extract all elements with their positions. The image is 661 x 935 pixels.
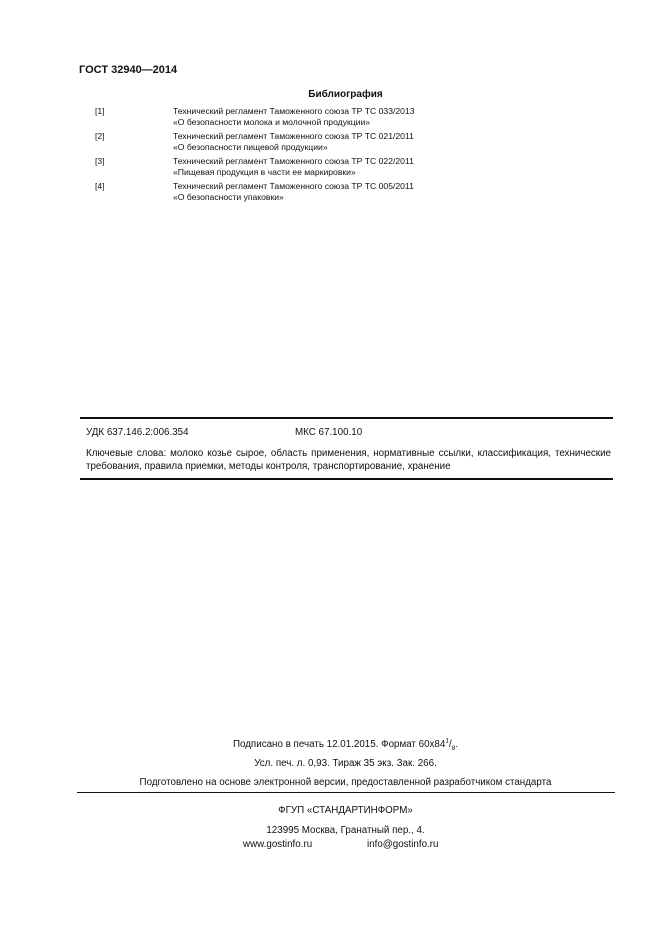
signed-to-print: [0, 739, 661, 750]
format-sup: 1: [445, 737, 449, 745]
bibliography-title: Библиография: [308, 89, 383, 100]
reference-number: [4]: [95, 181, 105, 191]
publisher-address: 123995 Москва, Гранатный пер., 4.: [266, 825, 425, 836]
reference-line: «Пищевая продукция в части ее маркировки»: [173, 167, 356, 177]
contacts: [243, 839, 439, 850]
reference-line: Технический регламент Таможенного союза ТР ТС 033/2013: [173, 106, 415, 116]
format-sep: /: [448, 739, 452, 750]
keywords: Ключевые слова: молоко козье сырое, область применения, нормативные ссылки, классификация, технические требования, правила приемки, методы контроля, транспортирование, хранение: [86, 448, 611, 472]
format-sub: 8: [451, 744, 456, 752]
reference-number: [2]: [95, 131, 105, 141]
reference-line: Технический регламент Таможенного союза ТР ТС 021/2011: [173, 131, 414, 141]
email-link[interactable]: info@gostinfo.ru: [367, 839, 439, 850]
format-end: .: [455, 739, 459, 750]
reference-line: «О безопасности упаковки»: [173, 192, 284, 202]
mks-code: МКС 67.100.10: [295, 427, 363, 438]
standard-code: ГОСТ 32940—2014: [79, 64, 178, 76]
publisher-name: ФГУП «СТАНДАРТИНФОРМ»: [278, 805, 413, 816]
website-link[interactable]: www.gostinfo.ru: [243, 839, 313, 850]
divider-bottom: [80, 478, 613, 480]
reference-line: «О безопасности молока и молочной продукции»: [173, 117, 371, 127]
imprint-divider: [77, 792, 615, 793]
divider-top: [80, 417, 613, 419]
reference-text: [173, 106, 414, 128]
reference-line: «О безопасности пищевой продукции»: [173, 142, 328, 152]
signed-text: Подписано в печать 12.01.2015. Формат 60х84: [232, 739, 446, 750]
udk-code: УДК 637.146.2:006.354: [86, 427, 189, 438]
reference-number: [3]: [95, 156, 105, 166]
reference-line: Технический регламент Таможенного союза ТР ТС 022/2011: [173, 156, 414, 166]
reference-text: [173, 181, 414, 203]
prepared-note: Подготовлено на основе электронной версии, предоставленной разработчиком стандарта: [139, 777, 552, 788]
print-info: Усл. печ. л. 0,93. Тираж 35 экз. Зак. 266.: [254, 758, 437, 769]
reference-number: [1]: [95, 106, 105, 116]
reference-line: Технический регламент Таможенного союза ТР ТС 005/2011: [173, 181, 414, 191]
reference-text: [173, 131, 414, 153]
reference-text: [173, 156, 414, 178]
